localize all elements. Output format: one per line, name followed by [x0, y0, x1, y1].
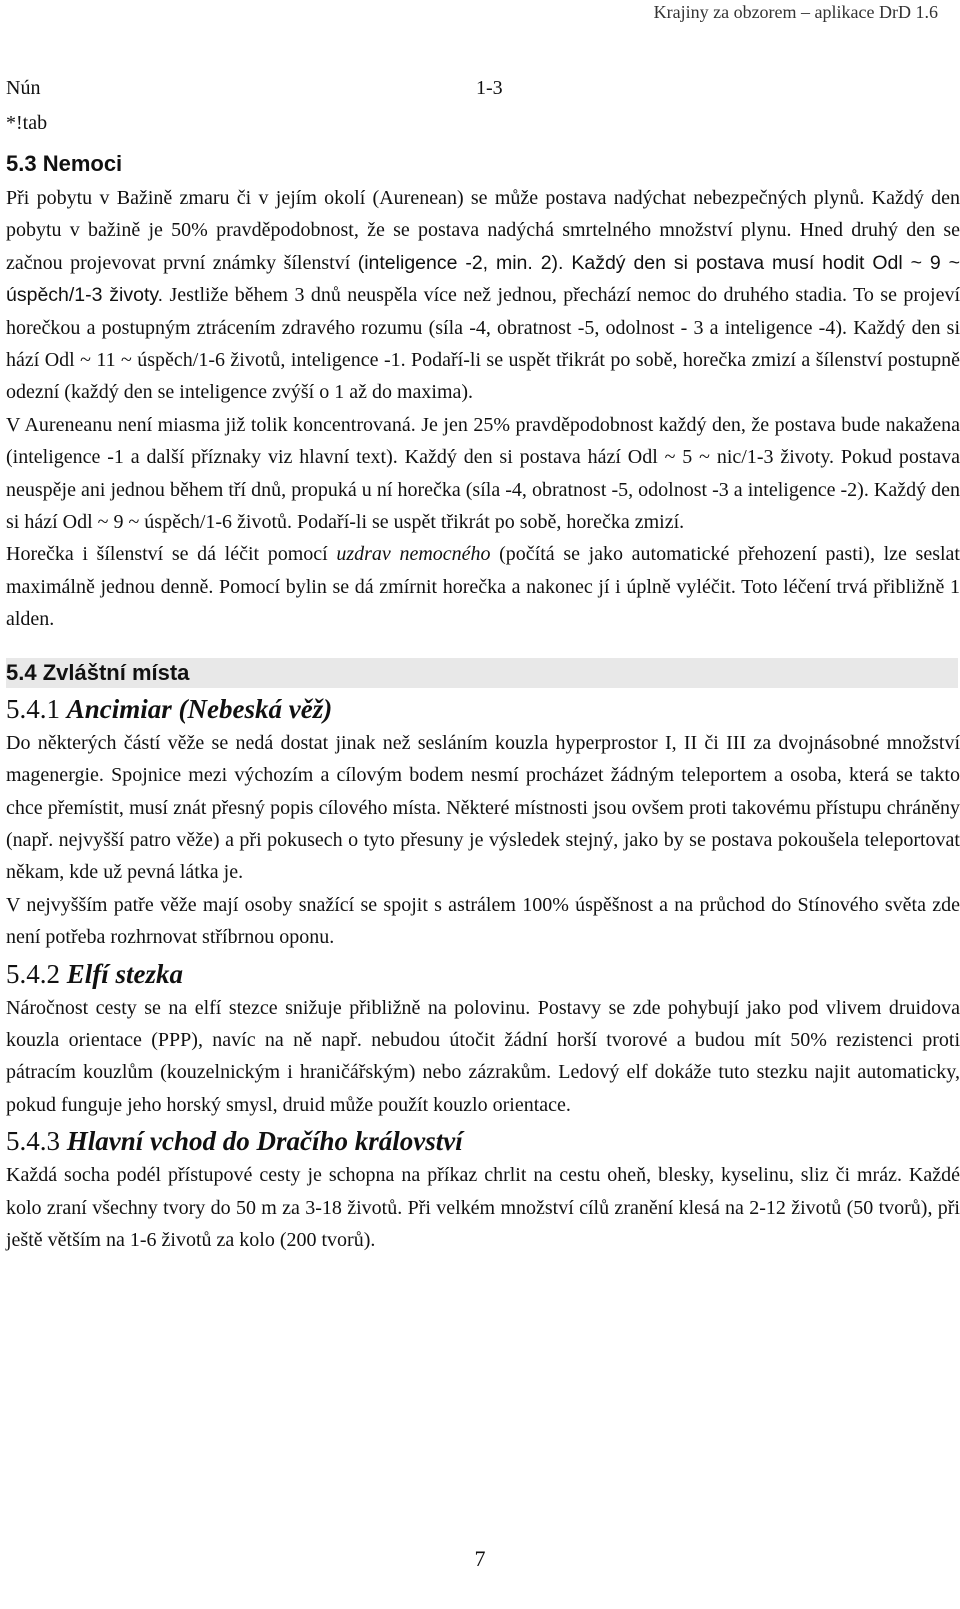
paragraph-nemoci-2: V Aureneanu není miasma již tolik koncentrovaná. Je jen 25% pravděpodobnost každý den, že postava bude nakažena (inteligence -1 a další příznaky viz hlavní text). Každý den si postava hází Odl ~ 5 ~ nic/1-3 životy. Pokud postava neuspěje ani jednou během tří dnů, propuká u ní horečka (síla -4, obratnost -5, odolnost -3 a inteligence -2). Každý den si hází Odl ~ 9 ~ úspěch/1-6 životů. Podaří-li se uspět třikrát po sobě, horečka zmizí. [6, 413, 960, 534]
text-nemoci-1b: (inteligence -2, min. 2). Každý den si postava musí hodit Odl ~ 9 ~ úspěch/1-3 životy. [6, 251, 960, 307]
text-nemoci-1a: Při pobytu v Bažině zmaru či v jejím okolí (Aurenean) se může postava nadýchat nebezpečných plynů. Každý den pobytu v bažině je 50% pravděpodobnost, že se postava nadýchá smrtelného množství plynu. Hned druhý den se začnou projevovat první známky šílenství [6, 187, 960, 274]
subsection-number: 5.4.2 [6, 958, 60, 989]
subsection-title: Ancimiar (Nebeská věž) [66, 693, 333, 724]
text-nemoci-1c: Jestliže během 3 dnů neuspěla více než jednou, přechází nemoc do druhého stadia. To se projeví horečkou a postupným ztrácením zdravého rozumu (síla -4, obratnost -5, odolnost - 3 a inteligence -4). Každý den si hází Odl ~ 11 ~ úspěch/1-6 životů, inteligence -1. Podaří-li se uspět třikrát po sobě, horečka zmizí a šílenství postupně odezní (každý den se inteligence zvýší o 1 až do maxima). [6, 284, 960, 404]
tab-marker: *!tab [6, 112, 48, 134]
paragraph-hlavni-vchod: Každá socha podél přístupové cesty je schopna na příkaz chrlit na cestu oheň, blesky, kyselinu, sliz či mráz. Každé kolo zraní všechny tvory do 50 m za 3-18 životů. Při velkém množství cílů zranění klesá na 2-12 životů (50 tvorů), při ještě větším na 1-6 životů za kolo (200 tvorů). [6, 1164, 960, 1251]
text-nemoci-3a: Horečka i šílenství se dá léčit pomocí [6, 543, 337, 566]
subsection-number: 5.4.3 [6, 1126, 60, 1157]
text-nemoci-3b: (počítá se jako automatické přehození pasti), lze seslat maximálně jednou denně. Pomocí bylin se dá zmírnit horečka a nakonec jí i úplně vyléčit. Toto léčení trvá přibližně 1 alden. [6, 543, 960, 631]
nun-label: Nún [6, 77, 41, 99]
subsection-title: Elfí stezka [66, 958, 184, 989]
subsection-number: 5.4.1 [6, 693, 60, 724]
paragraph-ancimiar-1: Do některých částí věže se nedá dostat jinak než sesláním kouzla hyperprostor I, II či III za dvojnásobné množství magenergie. Spojnice mezi výchozím a cílovým bodem nesmí procházet žádným teleportem a osoba, která se takto chce přemístit, musí znát přesný popis cílového místa. Některé místnosti jsou ovšem proti takovému přístupu chráněny (např. nejvyšší patro věže) a při pokusech o tyto přesuny je výsledek stejný, jako by se postava pokoušela teleportovat někam, kde už pevná látka je. [6, 731, 960, 884]
paragraph-ancimiar-2: V nejvyšším patře věže mají osoby snažící se spojit s astrálem 100% úspěšnost a na průchod do Stínového světa zde není potřeba rozhrnovat stříbrnou oponu. [6, 893, 960, 949]
paragraph-nemoci-1 [6, 182, 960, 409]
subsection-heading-elfi-stezka [6, 956, 960, 992]
paragraph-nemoci-3 [6, 538, 960, 635]
section-heading-nemoci: 5.3 Nemoci [6, 151, 123, 176]
section-heading-zvlastni-mista: 5.4 Zvláštní místa [6, 658, 958, 688]
subsection-heading-ancimiar [6, 691, 960, 727]
nun-line [6, 70, 960, 106]
nun-value: 1-3 [476, 77, 503, 99]
page-body [6, 70, 960, 1256]
subsection-title: Hlavní vchod do Dračího království [66, 1126, 463, 1157]
spell-name-uzdrav-nemocneho: uzdrav nemocného [336, 543, 491, 566]
subsection-heading-hlavni-vchod [6, 1123, 960, 1159]
running-header: Krajiny za obzorem – aplikace DrD 1.6 [653, 2, 938, 22]
paragraph-elfi-stezka: Náročnost cesty se na elfí stezce snižuje přibližně na polovinu. Postavy se zde pohybují jako pod vlivem druidova kouzla orientace (PPP), navíc na ně např. nebudou útočit žádní horší tvorové a budou mít 50% rezistenci proti pátracím kouzlům (kouzelnickým i hraničářským) nebo zázrakům. Ledový elf dokáže tuto stezku najit automaticky, pokud funguje jeho horský smysl, druid může použít kouzlo orientace. [6, 996, 960, 1116]
page-number: 7 [474, 1546, 486, 1571]
